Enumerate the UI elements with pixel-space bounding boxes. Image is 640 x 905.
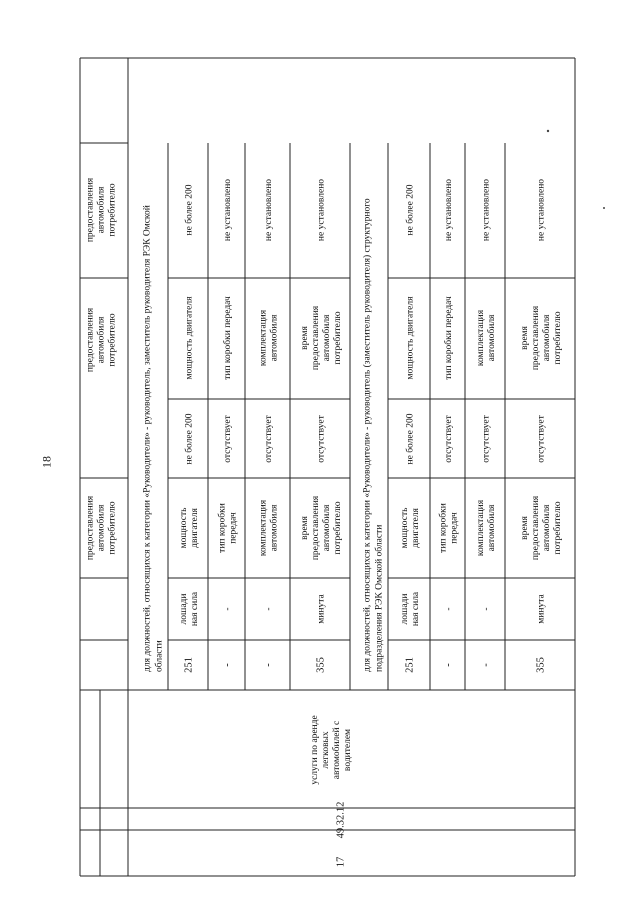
characteristic-cell: [406, 296, 416, 380]
characteristic-cell: [443, 296, 454, 380]
characteristic-cell-line: автомобиля: [322, 504, 332, 552]
section-title-2: [362, 198, 385, 672]
characteristic-cell-line: передач: [449, 512, 460, 544]
row-code-line: -: [443, 663, 454, 667]
header-tail-label-line: потребителю: [107, 501, 118, 555]
characteristic-cell-line: потребителю: [333, 501, 343, 555]
value-cell: [405, 184, 416, 235]
characteristic-cell-line: мощность: [179, 507, 189, 549]
unit-cell-line: минута: [536, 594, 547, 624]
characteristic-cell: [185, 296, 195, 380]
characteristic-cell: [222, 296, 233, 380]
section-title-1: [142, 205, 165, 672]
characteristic-cell-line: время: [520, 516, 530, 540]
value-cell-line: не более 200: [184, 184, 195, 236]
value-cell: [184, 184, 195, 235]
value-cell-line: не установлено: [536, 178, 547, 242]
characteristic-cell-line: потребителю: [333, 311, 343, 365]
service-name: [310, 715, 353, 784]
characteristic-cell-line: комплектация: [476, 499, 486, 557]
value-cell-line: отсутствует: [316, 415, 327, 463]
unit-cell-line: ная сила: [411, 591, 421, 627]
value-cell: [317, 414, 327, 462]
header-tail-label: [86, 307, 118, 372]
unit-cell-line: -: [481, 607, 492, 611]
unit-cell: [400, 591, 421, 626]
header-tail-label-line: автомобиля: [96, 504, 107, 552]
characteristic-cell: [400, 507, 421, 549]
table-text: [40, 177, 564, 867]
characteristic-cell-line: двигателя: [411, 508, 421, 548]
value-cell: [223, 414, 233, 462]
service-name-line: услуги по аренде: [310, 715, 320, 785]
characteristic-cell-line: предоставления: [311, 495, 321, 561]
characteristic-cell-line: автомобиля: [487, 314, 497, 362]
characteristic-cell-line: автомобиля: [542, 314, 552, 362]
characteristic-cell: [259, 309, 280, 366]
unit-cell: [223, 607, 233, 610]
characteristic-cell: [520, 305, 563, 370]
characteristic-cell: [438, 503, 460, 553]
characteristic-cell-line: тип коробки передач: [223, 296, 233, 380]
row-code-line: 355: [535, 657, 547, 673]
row-code: [481, 663, 492, 667]
characteristic-cell-line: потребителю: [553, 501, 563, 555]
value-cell: [482, 414, 492, 462]
row-code-line: -: [222, 663, 233, 667]
header-tail-label-line: автомобиля: [96, 186, 107, 234]
page-number-line: 18: [39, 456, 54, 468]
characteristic-cell-line: время: [300, 516, 310, 540]
value-cell-line: отсутствует: [223, 415, 233, 463]
value-cell: [317, 179, 327, 241]
okpd-code: [336, 802, 347, 839]
row-code: [263, 663, 274, 667]
section-title-2-line: для должностей, относящихся к категории «Руководители» - руководитель (заместитель руководителя) структурного: [362, 198, 373, 672]
characteristic-cell-line: комплектация: [258, 309, 269, 367]
row-number: [336, 857, 347, 868]
characteristic-cell-line: передач: [228, 512, 239, 544]
row-code: [184, 657, 195, 673]
section-title-1-line: для должностей, относящихся к категории «Руководители» - руководитель, заместитель руководителя РЭК Омской: [142, 205, 153, 672]
characteristic-cell-line: предоставления: [311, 305, 321, 371]
characteristic-cell-line: автомобиля: [269, 314, 280, 362]
value-cell-line: отсутствует: [536, 415, 547, 463]
header-tail-label-line: предоставления: [85, 495, 96, 561]
value-cell: [537, 414, 547, 462]
value-cell: [482, 179, 492, 241]
row-code-line: 251: [183, 657, 195, 673]
value-cell: [223, 179, 233, 241]
characteristic-cell-line: тип коробки: [217, 503, 228, 553]
scan-speck: [603, 207, 605, 209]
service-name-line: автомобилей с: [332, 720, 342, 780]
service-name-line: водителем: [343, 728, 353, 772]
characteristic-cell: [217, 503, 239, 553]
characteristic-cell-line: время: [300, 326, 310, 350]
row-code: [222, 663, 233, 667]
characteristic-cell: [300, 495, 343, 560]
unit-cell: [444, 607, 454, 610]
value-cell: [264, 414, 274, 462]
characteristic-cell-line: автомобиля: [269, 504, 280, 552]
characteristic-cell-line: потребителю: [553, 311, 563, 365]
scan-speck: [547, 130, 549, 132]
characteristic-cell-line: предоставления: [531, 495, 541, 561]
header-tail-label-line: предоставления: [85, 177, 96, 243]
characteristic-cell-line: двигателя: [190, 508, 200, 548]
unit-cell: [179, 591, 200, 626]
value-cell: [444, 179, 454, 241]
unit-cell-line: -: [264, 607, 274, 611]
characteristic-cell: [300, 305, 343, 370]
header-tail-label-line: потребителю: [107, 313, 118, 367]
value-cell: [264, 179, 274, 241]
value-cell: [405, 413, 416, 464]
value-cell-line: не установлено: [264, 178, 274, 242]
row-code-line: 251: [404, 657, 416, 673]
characteristic-cell: [476, 309, 497, 366]
unit-cell: [482, 607, 492, 610]
value-cell-line: отсутствует: [444, 415, 454, 463]
page-number: [40, 456, 54, 468]
header-tail-label: [86, 177, 118, 242]
row-code: [443, 663, 454, 667]
characteristic-cell-line: мощность двигателя: [405, 296, 416, 380]
row-code: [405, 657, 416, 673]
characteristic-cell-line: тип коробки передач: [444, 296, 454, 380]
value-cell-line: не установлено: [481, 178, 492, 242]
value-cell-line: не более 200: [184, 413, 195, 465]
characteristic-cell: [259, 499, 280, 556]
value-cell: [184, 413, 195, 464]
unit-cell-line: ная сила: [190, 591, 200, 627]
unit-cell: [317, 594, 327, 624]
characteristic-cell-line: время: [520, 326, 530, 350]
value-cell: [444, 414, 454, 462]
value-cell-line: не установлено: [223, 178, 233, 242]
row-code-line: -: [263, 663, 274, 667]
characteristic-cell-line: комплектация: [258, 499, 269, 557]
characteristic-cell-line: предоставления: [531, 305, 541, 371]
row-code-line: -: [480, 663, 492, 667]
okpd-code-line: 49.32.12: [335, 801, 347, 839]
section-title-1-line: области: [154, 640, 165, 672]
characteristic-cell-line: мощность двигателя: [184, 296, 195, 380]
unit-cell-line: минута: [316, 594, 327, 624]
row-code: [316, 657, 327, 673]
characteristic-cell-line: мощность: [400, 507, 410, 549]
header-tail-label-line: потребителю: [107, 183, 118, 237]
unit-cell-line: лошади: [400, 593, 410, 625]
characteristic-cell-line: комплектация: [476, 309, 486, 367]
unit-cell-line: -: [223, 607, 233, 611]
value-cell-line: не установлено: [316, 178, 327, 242]
header-tail-label-line: предоставления: [85, 307, 96, 373]
characteristic-cell: [476, 499, 497, 556]
value-cell-line: не более 200: [405, 184, 416, 236]
unit-cell-line: -: [444, 607, 454, 611]
characteristic-cell: [179, 507, 200, 549]
service-name-line: легковых: [321, 731, 331, 769]
value-cell-line: отсутствует: [264, 415, 274, 463]
unit-cell: [264, 607, 274, 610]
characteristic-cell-line: тип коробки: [438, 503, 449, 553]
unit-cell-line: лошади: [179, 593, 189, 625]
characteristic-cell-line: автомобиля: [322, 314, 332, 362]
header-tail-label-line: автомобиля: [96, 316, 107, 364]
row-code-line: 355: [315, 657, 327, 673]
characteristic-cell-line: автомобиля: [487, 504, 497, 552]
row-code: [536, 657, 547, 673]
header-tail-label: [86, 495, 118, 560]
value-cell-line: не более 200: [405, 413, 416, 465]
section-title-2-line: подразделения РЭК Омской области: [374, 524, 385, 672]
unit-cell: [537, 594, 547, 624]
value-cell-line: не установлено: [444, 178, 454, 242]
row-number-line: 17: [335, 856, 347, 868]
characteristic-cell: [520, 495, 563, 560]
value-cell-line: отсутствует: [481, 415, 492, 463]
value-cell: [537, 179, 547, 241]
characteristic-cell-line: автомобиля: [542, 504, 552, 552]
